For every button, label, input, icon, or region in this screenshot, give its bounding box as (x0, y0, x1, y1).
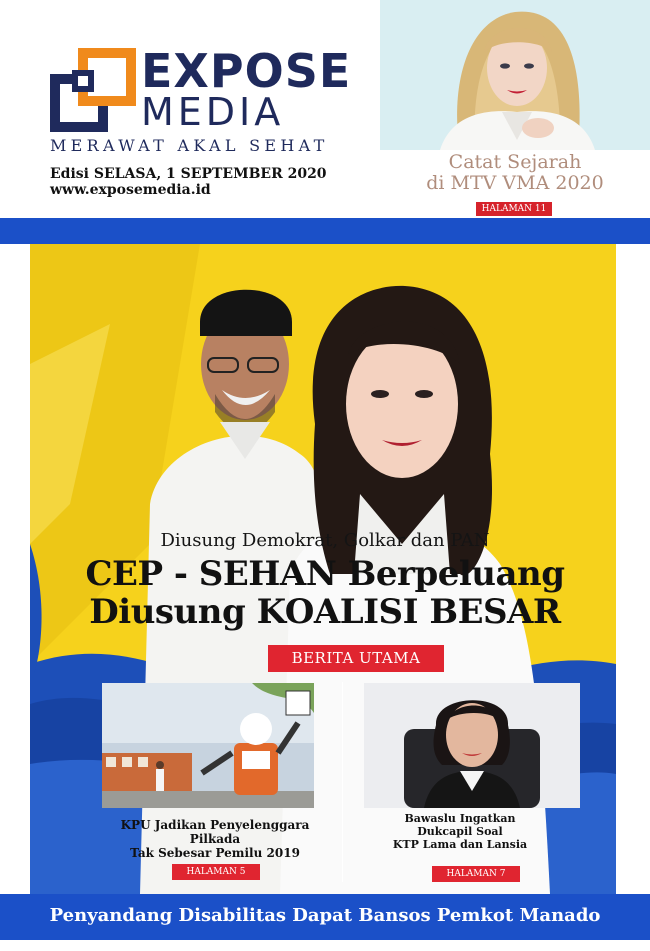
teaser-photo[interactable] (380, 0, 650, 150)
brand-name-line1: EXPOSE (141, 44, 352, 98)
edition-date: Edisi SELASA, 1 SEPTEMBER 2020 (50, 166, 327, 182)
bottom-banner-text: Penyandang Disabilitas Dapat Bansos Pemkot Manado (49, 905, 601, 926)
headline-line2: Diusung KOALISI BESAR (89, 592, 561, 632)
headline-line1: CEP - SEHAN Berpeluang (85, 554, 565, 594)
teaser-title[interactable] (380, 152, 650, 194)
teaser-page-badge[interactable]: HALAMAN 11 (476, 202, 552, 216)
story-left-page-badge[interactable]: HALAMAN 5 (172, 864, 260, 880)
teaser-title-line1: Catat Sejarah (448, 151, 582, 173)
expose-media-logo-icon (50, 48, 138, 132)
website-url[interactable]: www.exposemedia.id (50, 182, 211, 198)
header-divider-band (0, 218, 650, 244)
story-left-title-line2: Tak Sebesar Pemilu 2019 (130, 846, 300, 860)
story-left-title-line1: KPU Jadikan Penyelenggara Pilkada (120, 818, 310, 846)
story-left-photo[interactable] (102, 683, 314, 808)
story-right-title[interactable] (380, 812, 540, 851)
brand-name-line2: MEDIA (141, 90, 285, 134)
masthead (0, 0, 650, 218)
story-right-photo[interactable] (364, 683, 580, 808)
story-right-page-badge[interactable]: HALAMAN 7 (432, 866, 520, 882)
story-divider (342, 682, 343, 882)
main-story-badge[interactable]: BERITA UTAMA (268, 645, 444, 672)
teaser-title-line2: di MTV VMA 2020 (426, 172, 604, 194)
story-right-title-line3: KTP Lama dan Lansia (392, 838, 528, 851)
main-story-headline[interactable] (0, 555, 650, 631)
story-right-title-line2: Dukcapil Soal (417, 825, 503, 838)
story-right-title-line1: Bawaslu Ingatkan (404, 812, 516, 825)
main-story-subhead: Diusung Demokrat, Golkar dan PAN (160, 530, 490, 551)
story-left-title[interactable] (100, 818, 330, 860)
bottom-banner[interactable] (0, 894, 650, 940)
tagline: MERAWAT AKAL SEHAT (50, 136, 329, 155)
